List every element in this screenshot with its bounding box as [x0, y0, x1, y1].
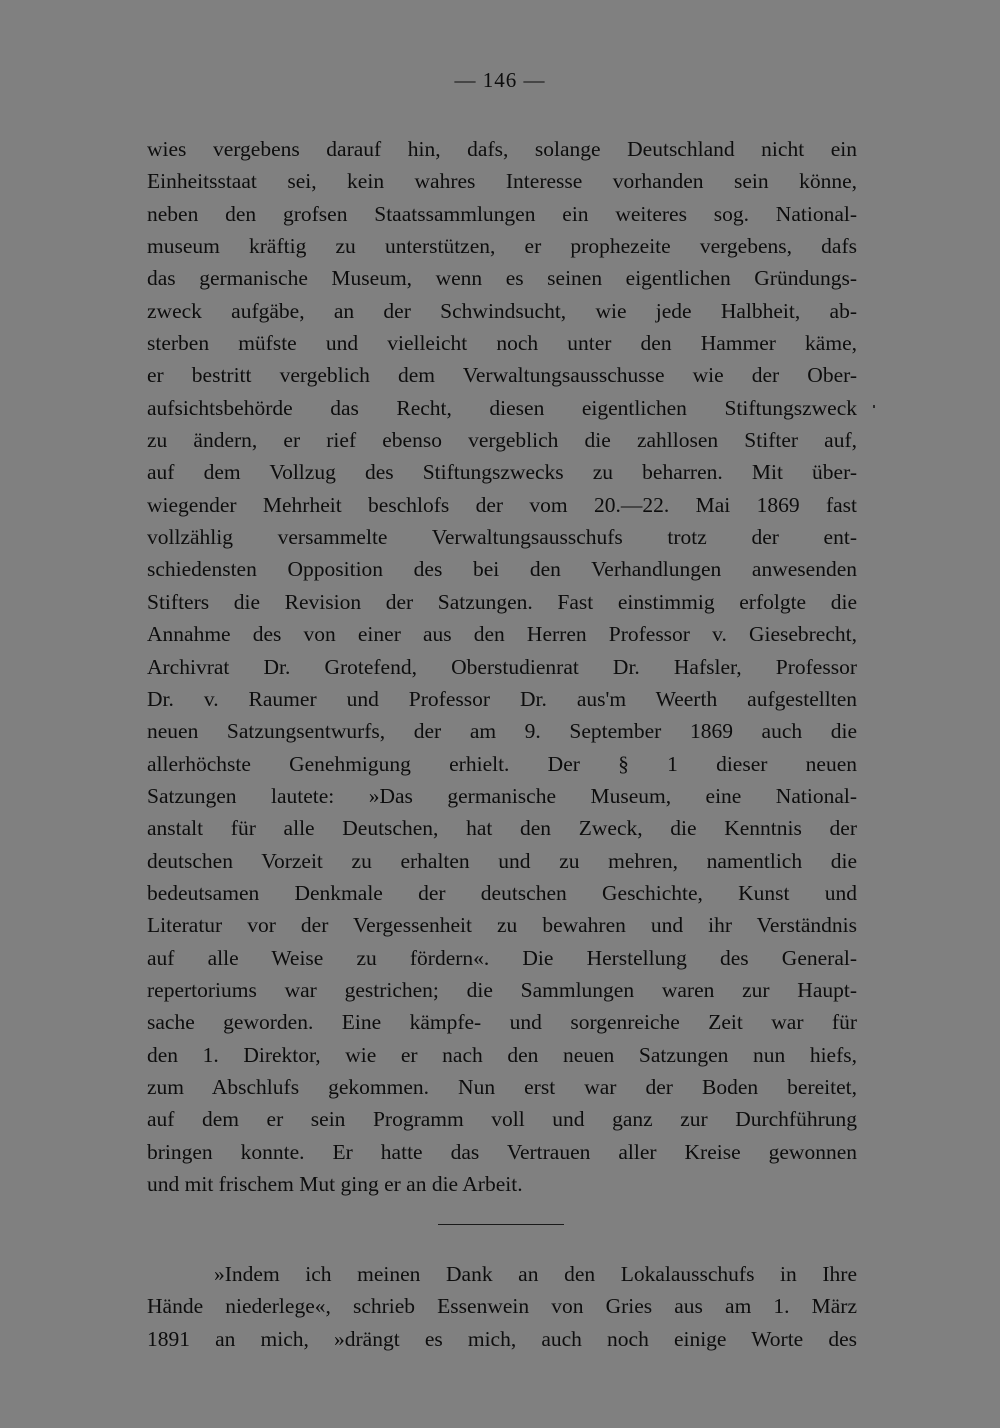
- text-line: Stifters die Revision der Satzungen. Fast einstimmig erfolgte die: [147, 589, 857, 614]
- text-line: vollzählig versammelte Verwaltungsausschufs trotz der ent-: [147, 525, 857, 550]
- text-line: sache geworden. Eine kämpfe- und sorgenreiche Zeit war für: [147, 1010, 857, 1035]
- text-line: repertoriums war gestrichen; die Sammlungen waren zur Haupt-: [147, 977, 857, 1002]
- text-line: bringen konnte. Er hatte das Vertrauen aller Kreise gewonnen: [147, 1139, 857, 1164]
- text-line: Satzungen lautete: »Das germanische Museum, eine National-: [147, 783, 857, 808]
- text-line: schiedensten Opposition des bei den Verhandlungen anwesenden: [147, 557, 857, 582]
- second-paragraph: [147, 1258, 857, 1355]
- text-line: sterben müfste und vielleicht noch unter den Hammer käme,: [147, 331, 857, 356]
- text-line: das germanische Museum, wenn es seinen eigentlichen Gründungs-: [147, 266, 857, 291]
- main-paragraph: [147, 133, 857, 1200]
- text-line: zum Abschlufs gekommen. Nun erst war der Boden bereitet,: [147, 1074, 857, 1099]
- text-line: anstalt für alle Deutschen, hat den Zweck, die Kenntnis der: [147, 816, 857, 841]
- text-line: museum kräftig zu unterstützen, er prophezeite vergebens, dafs: [147, 234, 857, 259]
- page-number: — 146 —: [454, 68, 546, 92]
- text-line: und mit frischem Mut ging er an die Arbeit.: [147, 1172, 523, 1196]
- text-line: Einheitsstaat sei, kein wahres Interesse vorhanden sein könne,: [147, 169, 857, 194]
- text-line: zu ändern, er rief ebenso vergeblich die zahllosen Stifter auf,: [147, 428, 857, 453]
- scan-speck: [873, 405, 875, 408]
- text-line: auf dem Vollzug des Stiftungszwecks zu beharren. Mit über-: [147, 460, 857, 485]
- text-line: zweck aufgäbe, an der Schwindsucht, wie jede Halbheit, ab-: [147, 298, 857, 323]
- text-line: »Indem ich meinen Dank an den Lokalausschufs in Ihre: [214, 1262, 857, 1286]
- text-line: allerhöchste Genehmigung erhielt. Der § 1 dieser neuen: [147, 751, 857, 776]
- section-separator: [438, 1224, 564, 1225]
- text-line: wiegender Mehrheit beschlofs der vom 20.—22. Mai 1869 fast: [147, 492, 857, 517]
- text-line: auf dem er sein Programm voll und ganz zur Durchführung: [147, 1107, 857, 1132]
- text-line: deutschen Vorzeit zu erhalten und zu mehren, namentlich die: [147, 848, 857, 873]
- text-line: Annahme des von einer aus den Herren Professor v. Giesebrecht,: [147, 622, 857, 647]
- text-line: Hände niederlege«, schrieb Essenwein von Gries aus am 1. März: [147, 1294, 857, 1319]
- text-line: neuen Satzungsentwurfs, der am 9. September 1869 auch die: [147, 719, 857, 744]
- text-line: den 1. Direktor, wie er nach den neuen Satzungen nun hiefs,: [147, 1042, 857, 1067]
- text-line: Dr. v. Raumer und Professor Dr. aus'm Weerth aufgestellten: [147, 686, 857, 711]
- text-line: bedeutsamen Denkmale der deutschen Geschichte, Kunst und: [147, 880, 857, 905]
- text-line: wies vergebens darauf hin, dafs, solange Deutschland nicht ein: [147, 137, 857, 161]
- text-line: 1891 an mich, »drängt es mich, auch noch einige Worte des: [147, 1326, 857, 1351]
- text-line: auf alle Weise zu fördern«. Die Herstellung des General-: [147, 945, 857, 970]
- text-line: neben den grofsen Staatssammlungen ein weiteres sog. National-: [147, 201, 857, 226]
- text-line: Archivrat Dr. Grotefend, Oberstudienrat Dr. Hafsler, Professor: [147, 654, 857, 679]
- text-line: aufsichtsbehörde das Recht, diesen eigentlichen Stiftungszweck: [147, 395, 857, 420]
- text-line: Literatur vor der Vergessenheit zu bewahren und ihr Verständnis: [147, 913, 857, 938]
- text-line: er bestritt vergeblich dem Verwaltungsausschusse wie der Ober-: [147, 363, 857, 388]
